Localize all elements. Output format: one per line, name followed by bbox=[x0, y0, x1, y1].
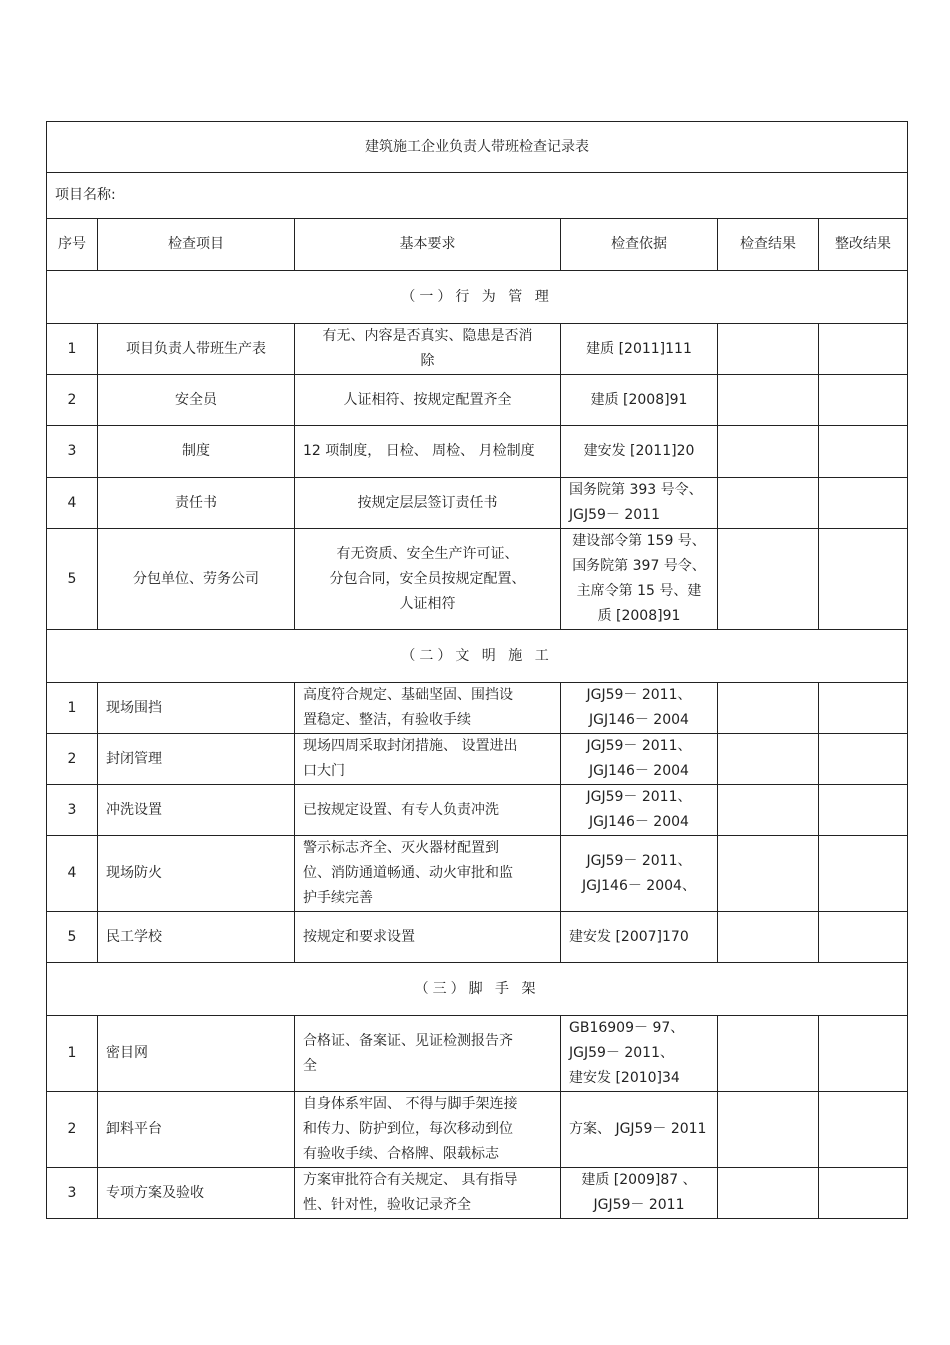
row-result-cell[interactable] bbox=[718, 1016, 819, 1092]
row-basis: 建质 [2008]91 bbox=[561, 375, 718, 426]
table-row bbox=[47, 426, 908, 478]
row-result-cell[interactable] bbox=[718, 785, 819, 836]
row-item: 责任书 bbox=[98, 478, 295, 529]
row-rectify-cell[interactable] bbox=[819, 1016, 908, 1092]
row-requirement: 按规定层层签订责任书 bbox=[295, 478, 561, 529]
row-requirement: 合格证、备案证、见证检测报告齐 全 bbox=[295, 1016, 561, 1092]
row-result-cell[interactable] bbox=[718, 683, 819, 734]
row-result-cell[interactable] bbox=[718, 375, 819, 426]
row-basis: 国务院第 393 号令、 JGJ59－ 2011 bbox=[561, 478, 718, 529]
row-no: 2 bbox=[47, 375, 98, 426]
row-rectify-cell[interactable] bbox=[819, 683, 908, 734]
row-rectify-cell[interactable] bbox=[819, 836, 908, 912]
table-row bbox=[47, 478, 908, 529]
row-result-cell[interactable] bbox=[718, 836, 819, 912]
inspection-record-table bbox=[46, 121, 908, 1219]
row-no: 4 bbox=[47, 478, 98, 529]
row-no: 3 bbox=[47, 785, 98, 836]
row-result-cell[interactable] bbox=[718, 1092, 819, 1168]
row-rectify-cell[interactable] bbox=[819, 375, 908, 426]
table-row bbox=[47, 683, 908, 734]
row-result-cell[interactable] bbox=[718, 529, 819, 630]
row-result-cell[interactable] bbox=[718, 324, 819, 375]
row-requirement: 12 项制度， 日检、 周检、 月检制度 bbox=[295, 426, 561, 478]
header-no: 序号 bbox=[47, 219, 98, 271]
title-row bbox=[47, 122, 908, 173]
row-no: 5 bbox=[47, 912, 98, 963]
row-basis: 建安发 [2011]20 bbox=[561, 426, 718, 478]
row-item: 民工学校 bbox=[98, 912, 295, 963]
row-rectify-cell[interactable] bbox=[819, 426, 908, 478]
row-item: 专项方案及验收 bbox=[98, 1168, 295, 1219]
row-result-cell[interactable] bbox=[718, 734, 819, 785]
section-title-row bbox=[47, 630, 908, 683]
row-basis: 建设部令第 159 号、 国务院第 397 号令、 主席令第 15 号、建 质 [2008]91 bbox=[561, 529, 718, 630]
row-requirement: 人证相符、按规定配置齐全 bbox=[295, 375, 561, 426]
section-title: （三）脚 手 架 bbox=[47, 963, 908, 1016]
row-item: 现场围挡 bbox=[98, 683, 295, 734]
table-row bbox=[47, 375, 908, 426]
row-item: 分包单位、劳务公司 bbox=[98, 529, 295, 630]
row-no: 2 bbox=[47, 734, 98, 785]
row-basis: 方案、 JGJ59－ 2011 bbox=[561, 1092, 718, 1168]
row-requirement: 警示标志齐全、灭火器材配置到 位、消防通道畅通、动火审批和监 护手续完善 bbox=[295, 836, 561, 912]
row-rectify-cell[interactable] bbox=[819, 785, 908, 836]
page-title: 建筑施工企业负责人带班检查记录表 bbox=[47, 122, 908, 173]
row-no: 3 bbox=[47, 426, 98, 478]
row-requirement: 自身体系牢固、 不得与脚手架连接 和传力、防护到位，每次移动到位 有验收手续、合格牌、限载标志 bbox=[295, 1092, 561, 1168]
row-basis: JGJ59－ 2011、 JGJ146－ 2004、 bbox=[561, 836, 718, 912]
row-result-cell[interactable] bbox=[718, 478, 819, 529]
row-item: 现场防火 bbox=[98, 836, 295, 912]
table-row bbox=[47, 734, 908, 785]
table-row bbox=[47, 529, 908, 630]
row-basis: JGJ59－ 2011、 JGJ146－ 2004 bbox=[561, 734, 718, 785]
row-no: 1 bbox=[47, 1016, 98, 1092]
row-rectify-cell[interactable] bbox=[819, 529, 908, 630]
table-row bbox=[47, 1168, 908, 1219]
row-item: 安全员 bbox=[98, 375, 295, 426]
row-requirement: 方案审批符合有关规定、 具有指导 性、针对性，验收记录齐全 bbox=[295, 1168, 561, 1219]
row-item: 制度 bbox=[98, 426, 295, 478]
header-result: 检查结果 bbox=[718, 219, 819, 271]
row-rectify-cell[interactable] bbox=[819, 324, 908, 375]
row-basis: 建质 [2011]111 bbox=[561, 324, 718, 375]
row-item: 封闭管理 bbox=[98, 734, 295, 785]
row-item: 冲洗设置 bbox=[98, 785, 295, 836]
row-rectify-cell[interactable] bbox=[819, 1092, 908, 1168]
row-requirement: 有无资质、安全生产许可证、 分包合同，安全员按规定配置、 人证相符 bbox=[295, 529, 561, 630]
row-result-cell[interactable] bbox=[718, 426, 819, 478]
row-basis: GB16909－ 97、 JGJ59－ 2011、 建安发 [2010]34 bbox=[561, 1016, 718, 1092]
row-requirement: 有无、内容是否真实、隐患是否消 除 bbox=[295, 324, 561, 375]
row-item: 卸料平台 bbox=[98, 1092, 295, 1168]
row-no: 1 bbox=[47, 683, 98, 734]
table-row bbox=[47, 836, 908, 912]
header-item: 检查项目 bbox=[98, 219, 295, 271]
project-name-label: 项目名称: bbox=[47, 173, 908, 219]
row-item: 项目负责人带班生产表 bbox=[98, 324, 295, 375]
header-row bbox=[47, 219, 908, 271]
table-row bbox=[47, 1092, 908, 1168]
row-requirement: 已按规定设置、有专人负责冲洗 bbox=[295, 785, 561, 836]
row-basis: JGJ59－ 2011、 JGJ146－ 2004 bbox=[561, 683, 718, 734]
table-row bbox=[47, 912, 908, 963]
row-requirement: 现场四周采取封闭措施、 设置进出 口大门 bbox=[295, 734, 561, 785]
table-row bbox=[47, 785, 908, 836]
row-no: 1 bbox=[47, 324, 98, 375]
project-row bbox=[47, 173, 908, 219]
row-basis: 建质 [2009]87 、 JGJ59－ 2011 bbox=[561, 1168, 718, 1219]
row-requirement: 高度符合规定、基础坚固、围挡设 置稳定、整洁，有验收手续 bbox=[295, 683, 561, 734]
header-requirement: 基本要求 bbox=[295, 219, 561, 271]
row-basis: 建安发 [2007]170 bbox=[561, 912, 718, 963]
header-basis: 检查依据 bbox=[561, 219, 718, 271]
row-no: 2 bbox=[47, 1092, 98, 1168]
row-result-cell[interactable] bbox=[718, 1168, 819, 1219]
row-rectify-cell[interactable] bbox=[819, 734, 908, 785]
row-no: 5 bbox=[47, 529, 98, 630]
row-rectify-cell[interactable] bbox=[819, 1168, 908, 1219]
section-title: （二）文 明 施 工 bbox=[47, 630, 908, 683]
row-item: 密目网 bbox=[98, 1016, 295, 1092]
row-basis: JGJ59－ 2011、 JGJ146－ 2004 bbox=[561, 785, 718, 836]
row-no: 4 bbox=[47, 836, 98, 912]
row-requirement: 按规定和要求设置 bbox=[295, 912, 561, 963]
row-no: 3 bbox=[47, 1168, 98, 1219]
row-rectify-cell[interactable] bbox=[819, 478, 908, 529]
row-result-cell[interactable] bbox=[718, 912, 819, 963]
section-title-row bbox=[47, 271, 908, 324]
header-rectify: 整改结果 bbox=[819, 219, 908, 271]
section-title-row bbox=[47, 963, 908, 1016]
section-title: （一）行 为 管 理 bbox=[47, 271, 908, 324]
row-rectify-cell[interactable] bbox=[819, 912, 908, 963]
table-row bbox=[47, 1016, 908, 1092]
table-row bbox=[47, 324, 908, 375]
